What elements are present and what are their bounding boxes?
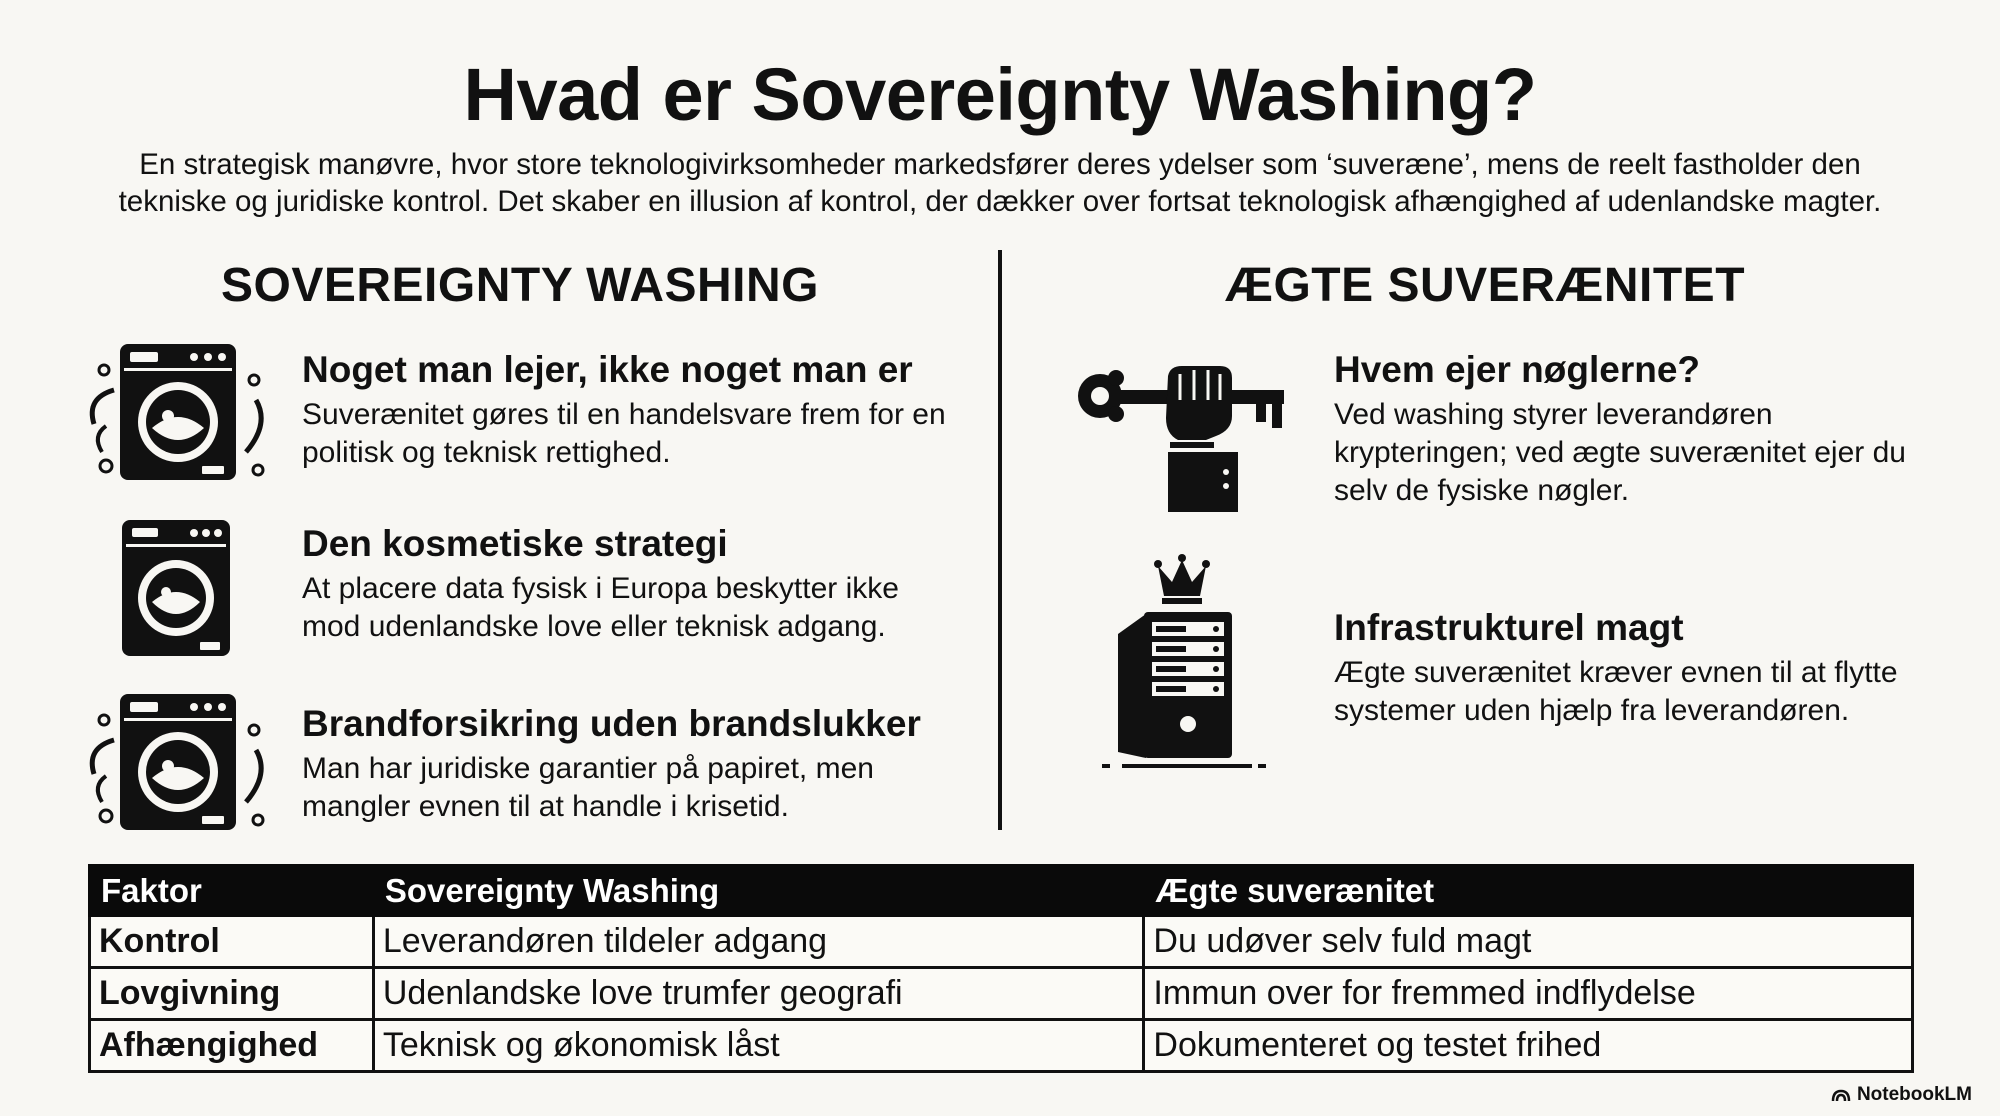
notebooklm-watermark xyxy=(1831,1084,1972,1106)
right-item-1 xyxy=(1334,348,1914,510)
table-cell: Teknisk og økonomisk låst xyxy=(373,1020,1144,1072)
left-item-2 xyxy=(302,522,962,646)
table-header-factor: Faktor xyxy=(90,866,374,916)
hand-holding-key-icon xyxy=(1070,360,1296,520)
right-item-1-title: Hvem ejer nøglerne? xyxy=(1334,349,1701,390)
comparison-table xyxy=(88,864,1914,1073)
table-cell: Kontrol xyxy=(90,916,374,968)
table-cell: Afhængighed xyxy=(90,1020,374,1072)
left-item-2-title: Den kosmetiske strategi xyxy=(302,523,728,564)
table-cell: Immun over for fremmed indflydelse xyxy=(1144,968,1913,1020)
right-item-1-body: Ved washing styrer leverandøren krypteringen; ved ægte suverænitet ejer du selv de fysiske nøgler. xyxy=(1334,398,1906,507)
crowned-server-icon xyxy=(1078,554,1288,778)
table-row xyxy=(90,968,1913,1020)
table-row xyxy=(90,1020,1913,1072)
table-row xyxy=(90,916,1913,968)
notebooklm-logo-icon xyxy=(1831,1087,1851,1103)
right-column-heading: ÆGTE SUVERÆNITET xyxy=(1224,259,1746,312)
left-item-1-body: Suverænitet gøres til en handelsvare frem for en politisk og teknisk rettighed. xyxy=(302,398,946,469)
column-divider xyxy=(998,250,1002,830)
table-cell: Leverandøren tildeler adgang xyxy=(373,916,1144,968)
spinning-washing-machine-icon xyxy=(84,690,274,836)
right-item-2-title: Infrastrukturel magt xyxy=(1334,607,1684,648)
left-item-3-body: Man har juridiske garantier på papiret, men mangler evnen til at handle i krisetid. xyxy=(302,752,874,823)
table-header-real: Ægte suverænitet xyxy=(1144,866,1913,916)
table-cell: Dokumenteret og testet frihed xyxy=(1144,1020,1913,1072)
left-item-3 xyxy=(302,702,962,826)
table-cell: Du udøver selv fuld magt xyxy=(1144,916,1913,968)
table-header-washing: Sovereignty Washing xyxy=(373,866,1144,916)
left-item-1 xyxy=(302,348,962,472)
left-item-3-title: Brandforsikring uden brandslukker xyxy=(302,703,921,744)
page-title: Hvad er Sovereignty Washing? xyxy=(463,53,1537,136)
table-cell: Lovgivning xyxy=(90,968,374,1020)
left-column-heading: SOVEREIGNTY WASHING xyxy=(220,259,820,312)
brand-label: NotebookLM xyxy=(1856,1084,1972,1105)
table-header-row xyxy=(90,866,1913,916)
left-item-2-body: At placere data fysisk i Europa beskytter ikke mod udenlandske love eller teknisk adgang. xyxy=(302,572,899,643)
table-cell: Udenlandske love trumfer geografi xyxy=(373,968,1144,1020)
spinning-washing-machine-icon xyxy=(84,340,274,486)
left-item-1-title: Noget man lejer, ikke noget man er xyxy=(302,349,913,390)
right-item-2-body: Ægte suverænitet kræver evnen til at flytte systemer uden hjælp fra leverandøren. xyxy=(1334,656,1898,727)
right-item-2 xyxy=(1334,606,1914,730)
intro-text: En strategisk manøvre, hvor store teknologivirksomheder markedsfører deres ydelser som ‘suveræne’, mens de reelt fastholder den tekniske og juridiske kontrol. Det skaber en illusion af kontrol, der dækker over fortsat teknologisk afhængighed af udenlandske magter. xyxy=(118,148,1882,218)
washing-machine-icon xyxy=(120,518,232,658)
